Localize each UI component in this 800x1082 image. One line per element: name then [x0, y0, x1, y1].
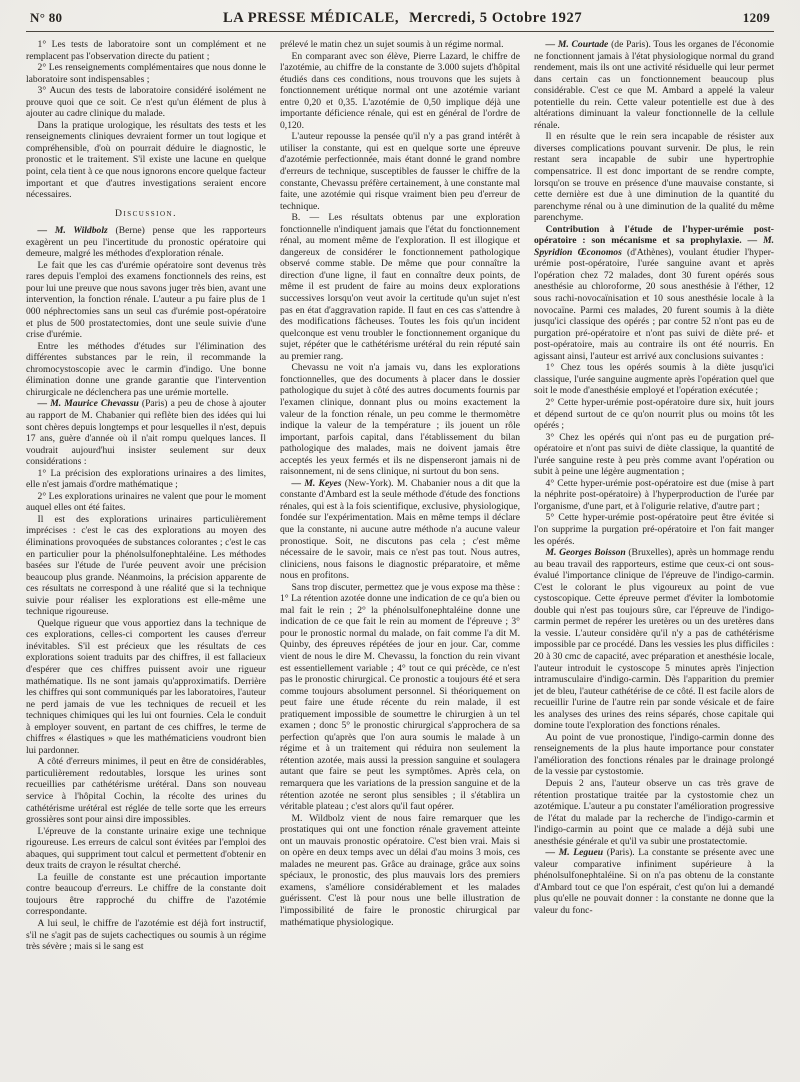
- journal-title-name: LA PRESSE MÉDICALE,: [222, 10, 400, 26]
- speaker-name: M. Spyridion Œconomos: [534, 235, 774, 258]
- paragraph: Depuis 2 ans, l'auteur observe un cas très grave de rétention prostatique traitée par la cystostomie chez un azotémique. L'auteur a pu constater l'amélioration progressive de l'état du malade par la recherche de l'indigo-carmin et l'indigo-carmin au point que ce malade a déjà subi une anesthésie générale et qu'il va subir une prostatectomie.: [534, 778, 774, 847]
- paragraph: 1° Les tests de laboratoire sont un complément et ne remplacent pas l'observation directe du patient ;: [26, 39, 266, 62]
- page-number: 1209: [742, 10, 770, 25]
- paragraph: Au point de vue pronostique, l'indigo-carmin donne des renseignements de la plus haute importance pour constater l'amélioration des fonctions rénales par le drainage prolongé de la vessie par cystostomie.: [534, 731, 774, 778]
- paragraph: Dans la pratique urologique, les résultats des tests et les renseignements cliniques devraient former un tout logique et compréhensible, d'où on pourrait déduire le diagnostic, le pronostic et le traitement. S'il existe une lacune en quelque point, cela tient à ce que nous ignorons encore quelque facteur important et que d'autres investigations seraient encore nécessaires.: [26, 119, 266, 201]
- section-heading: Discussion.: [114, 207, 177, 219]
- paragraph: Il est des explorations urinaires particulièrement imprécises : c'est le cas des explorations au moyen des éliminations provoquées de substances colorantes ; c'est le cas en particulier pour la phénolsulfonephtaléine. Les méthodes basées sur l'étude de l'urée peuvent avoir une précision beaucoup plus grande. Néanmoins, la précision apparente de ces résultats ne correspond à une réalité que si la technique suivie pour réaliser les explorations est elle-même une technique rigoureuse.: [26, 513, 266, 618]
- paragraph: L'auteur repousse la pensée qu'il n'y a pas grand intérêt à utiliser la constante, qui est en quelque sorte une épreuve d'azotémie perfectionnée, mais étant donné le grand nombre d'erreurs de technique, susceptibles de fausser le chiffre de la constante, Chevassu préfère certainement, à une constante mal faite, une azotémie qui risque vraiment bien peu d'erreur de technique.: [280, 131, 520, 212]
- paragraph: 3° Chez les opérés qui n'ont pas eu de purgation pré-opératoire et n'ont pas suivi de diète classique, la quantité de l'urée sanguine reste à peu près comme avant l'opération ou subit à peine une légère augmentation ;: [534, 431, 774, 478]
- paragraph: Contribution à l'étude de l'hyper-urémie post-opératoire : son mécanisme et sa prophylaxie. — M. Spyridion Œconomos (d'Athènes), voulant étudier l'hyper-urémie post-opératoire, l'urée sanguine avant et après l'opération chez 72 malades, dont 30 furent opérés sous anesthésie au chloroforme, 20 sous anesthésie à l'éther, 12 sous rachi-novocaïnisation et 10 sous anesthésie locale à la novocaïne. Parmi ces malades, 20 furent soumis à la diète jusqu'ici classique des opérés ; par contre 52 n'ont pas eu de purgation pré-opératoire et n'ont pas suivi de diète pré- et post-opératoire, mais au contraire ils ont été nourris. En agissant ainsi, l'auteur est arrivé aux conclusions suivantes :: [534, 223, 774, 362]
- bold-lead: Contribution à l'étude de l'hyper-urémie post-opératoire : son mécanisme et sa prophylaxie. —: [534, 223, 774, 247]
- paragraph: La feuille de constante est une précaution importante contre beaucoup d'erreurs. Le chiffre de la constante doit toujours être rapproché du chiffre de l'azotémie correspondante.: [26, 871, 266, 918]
- paragraph: — M. Legueu (Paris). La constante se présente avec une valeur comparative infiniment supérieure à la phénolsulfonephtaléine. Si on n'a pas obtenu de la constante d'Ambard tout ce que l'on espérait, c'est qu'on lui a demandé plus qu'elle ne pouvait donner : la constante ne donne que la valeur du fonc-: [534, 847, 774, 917]
- paragraph: Quelque rigueur que vous apportiez dans la technique de ces explorations, celles-ci comportent les causes d'erreur inévitables. S'il est précieux que les résultats de ces explorations soient traduits par des chiffres, il est fallacieux d'espérer que ces chiffres puissent avoir une rigueur mathématique. Ils ne sont jamais qu'approximatifs. Derrière les chiffres qui sont communiqués par les laboratoires, l'auteur ne perd jamais de vue les techniques de recueil et les techniques chimiques qui les lui ont fournies. Cela le conduit à employer souvent, en partant de ces chiffres, le terme de chiffres « élastiques » que les mathématiciens voudront bien lui pardonner.: [26, 617, 266, 756]
- journal-title: [62, 10, 742, 27]
- speaker-name: M. Georges Boisson: [545, 547, 626, 559]
- journal-date: Mercredi, 5 Octobre 1927: [409, 10, 583, 26]
- text-column-3: [534, 39, 774, 1079]
- text-columns: [26, 32, 774, 1079]
- paragraph: 3° Aucun des tests de laboratoire considéré isolément ne prouve quoi que ce soit. Ce n'est qu'un élément de plus à ajouter au cadre clinique du malade.: [26, 85, 266, 120]
- paragraph: A côté d'erreurs minimes, il peut en être de considérables, particulièrement redoutables, lorsque les urines sont recueillies par cathétérisme urétéral. Dans son nouveau service à l'hôpital Cochin, la récolte des urines du cathétérisme urétéral est réglée de telle sorte que les erreurs grossières sont pour ainsi dire impossibles.: [26, 756, 266, 826]
- paragraph: 2° Les renseignements complémentaires que nous donne le laboratoire sont indispensables ;: [26, 62, 266, 85]
- paragraph: — M. Courtade (de Paris). Tous les organes de l'économie ne fonctionnent jamais à l'état physiologique normal du grand rendement, mais ils ont une activité résiduelle qui leur permet dans certain cas un fonctionnement beaucoup plus considérable. C'est ce que M. Ambard a appelé la valeur potentielle du rein. Cette valeur potentielle est due à des altérations diminuant la valeur fonctionnelle de la cellule rénale.: [534, 39, 774, 131]
- paragraph: prélevé le matin chez un sujet soumis à un régime normal.: [280, 39, 504, 50]
- paragraph: 1° La précision des explorations urinaires a des limites, elle n'est jamais d'ordre mathématique ;: [26, 467, 266, 491]
- paragraph: 2° Cette hyper-urémie post-opératoire dure six, huit jours et dépend surtout de ce qu'on nourrit plus ou moins tôt les opérés ;: [534, 396, 774, 432]
- paragraph: — M. Wildbolz (Berne) pense que les rapporteurs exagèrent un peu l'incertitude du pronostic opératoire qui demeure, malgré les méthodes d'exploration rénale.: [26, 225, 266, 260]
- paragraph: L'épreuve de la constante urinaire exige une technique rigoureuse. Les erreurs de calcul sont évitées par l'emploi des abaques, qui suppriment tout calcul et permettent d'obtenir en deux traits de crayon le résultat cherché.: [26, 825, 266, 872]
- paragraph: 1° Chez tous les opérés soumis à la diète jusqu'ici classique, l'urée sanguine augmente après l'opération quel que soit le mode d'anesthésie employé et l'opération exécutée ;: [534, 362, 774, 397]
- speaker-name: — M. Legueu: [545, 847, 604, 859]
- paragraph: A lui seul, le chiffre de l'azotémie est déjà fort instructif, s'il ne s'agit pas de sujets cachectiques ou soumis à un régime très sévère ; mais si le sang est: [26, 918, 266, 953]
- paragraph: Sans trop discuter, permettez que je vous expose ma thèse : 1° La rétention azotée donne une indication de ce qu'a bien ou mal fait le rein ; 2° la phénolsulfonephtaléine donne une indication de ce que fait le rein au moment de l'épreuve ; 3° pour le pronostic normal du malade, on fait comme l'a dit M. Quinby, des épreuves répétées de jour en jour. Car, comme vient de nous le dire M. Chevassu, la fonction du rein vivant est essentiellement variable ; 4° tout ce qui précède, ce n'est pas le pronostic chirurgical. Ce pronostic a toujours été et sera comme toujours absolument personnel. Si théoriquement on peut faire une étude récente du rein malade, il est pratiquement impossible de soumettre le chirurgien à un tel examen ; donc 5° le pronostic chirurgical s'approchera de sa perfection qu'après que l'on aura soumis le malade à un régime et à un traitement qui réduira non seulement la rétention azotée, mais aussi la pression sanguine et soulagera autant que faire se peut les symptômes. Après cela, on remarquera que les variations de la pression sanguine et de la rétention azotée ne seront plus sensibles ; il s'établira un véritable plateau ; c'est alors qu'il faut opérer.: [280, 581, 520, 813]
- paragraph: 4° Cette hyper-urémie post-opératoire est due (mise à part la néphrite post-opératoire) à l'hyperproduction de l'urée par l'organisme, d'une part, et à l'oligurie relative, d'autre part ;: [534, 477, 774, 512]
- speaker-name: — M. Courtade: [545, 39, 609, 50]
- speaker-name: — M. Maurice Chevassu: [37, 398, 139, 410]
- paragraph: Le fait que les cas d'urémie opératoire sont devenus très rares depuis l'emploi des examens fonctionnels des reins, est pour lui une preuve que nous savons juger très bien, avant une intervention, la fonction rénale. L'auteur a pu faire plus de 1 000 néphrectomies sans un seul cas d'urémie post-opératoire et plus de 500 prostatectomies, dont une seule suivie d'une crise d'urémie.: [26, 259, 266, 341]
- paragraph: 2° Les explorations urinaires ne valent que pour le moment auquel elles ont été faites.: [26, 490, 266, 514]
- paragraph: M. Georges Boisson (Bruxelles), après un hommage rendu au beau travail des rapporteurs, estime que ceux-ci ont sous-évalué l'importance clinique de l'épreuve de l'indigo-carmin. C'est le colorant le plus vigoureux au point de vue cystoscopique. Cette épreuve permet d'éviter la lombotomie double qui n'est pas toujours sûre, car l'épreuve de l'indigo-carmin permet de repérer les uretères ou un des uretères dans la vessie. L'auteur considère qu'il n'y a pas de cathétérisme impossible par ce procédé. Dans les vessies les plus difficiles : 20 à 30 cmc de capacité, avec préparation et anesthésie locale, l'auteur introduit le cystoscope 5 minutes après l'injection intramusculaire d'indigo-carmin. Dès l'apparition du premier jet de bleu, l'auteur cathétérise de ce côté. Il est facile alors de recueillir l'urine de l'autre rein par sonde vésicale et de faire les analyses des urines des reins séparés, chose capitale qui domine toute l'exploration des fonctions rénales.: [534, 547, 774, 732]
- paragraph: Chevassu ne voit n'a jamais vu, dans les explorations fonctionnelles, que des documents à placer dans le dossier pathologique du sujet à côté des autres documents fournis par l'examen clinique, donnant plus ou moins exactement la valeur de la fonction rénale, un peu comme le thermomètre indique la valeur de la température ; ils jouent un rôle important, parfois capital, dans l'établissement du bilan pathologique des malades, mais ne doivent jamais être acceptés les yeux fermés et ils ne dispenseront jamais ni de raisonnement, ni de sens clinique, ni surtout du bon sens.: [280, 362, 520, 478]
- speaker-name: — M. Keyes: [291, 477, 342, 489]
- paragraph: M. Wildbolz vient de nous faire remarquer que les prostatiques qui ont une fonction rénale gravement atteinte ont un mauvais pronostic opératoire. C'est bien vrai. Mais si on opère en deux temps avec un délai d'au moins 3 mois, ces malades ne meurent pas. Grâce au drainage, grâce aux soins spéciaux, le pronostic, des plus mauvais lors des premiers examens, s'améliore considérablement et les malades guérissent. C'est là pour nous une belle illustration de l'impossibilité de faire le pronostic chirurgical par mathématique physiologique.: [280, 812, 520, 928]
- paragraph: 5° Cette hyper-urémie post-opératoire peut être évitée si l'on supprime la purgation pré-opératoire et l'on fait manger les opérés.: [534, 512, 774, 547]
- issue-number: N° 80: [30, 10, 63, 25]
- paragraph: Entre les méthodes d'études sur l'élimination des différentes substances par le rein, il recommande la chromocystoscopie avec le carmin d'indigo. Une bonne élimination donne une grande garantie que l'intervention chirurgicale ne déclenchera pas une urémie mortelle.: [26, 340, 266, 398]
- paragraph: — M. Maurice Chevassu (Paris) a peu de chose à ajouter au rapport de M. Chabanier qui reflète bien des idées qui lui sont chères depuis longtemps et pour lesquelles il n'est, depuis 17 ans, guère d'année où il n'ait rompu quelques lances. Il voudrait aujourd'hui insister seulement sur deux considérations :: [26, 398, 266, 468]
- speaker-name: — M. Wildbolz: [37, 225, 108, 237]
- text-column-1: [26, 39, 266, 1079]
- text-column-2: [280, 39, 520, 1079]
- masthead: [26, 10, 774, 32]
- paragraph: B. — Les résultats obtenus par une exploration fonctionnelle n'indiquent jamais que l'état du fonctionnement rénal, au moment même de l'exploration. Il est illogique et dangereux de considérer le fonctionnement pathologique observé comme stable. De même que pour connaître la direction d'une ligne, il faut en connaître deux points, de même il est prudent de faire au moins deux explorations successives lorsqu'on veut avoir la certitude qu'un sujet n'est pas en état d'aggravation rapide. Il faut en ces cas s'attendre à des modifications fâcheuses. Toutes les fois qu'un incident quelconque est venu troubler le fonctionnement organique du sujet, répéter que le cathétérisme urétéral du rein réputé sain au premier rang.: [280, 212, 520, 362]
- paragraph: — M. Keyes (New-York). M. Chabanier nous a dit que la constante d'Ambard est la seule méthode d'étude des fonctions rénales, qui est à la fois scientifique, exclusive, physiologique, fondée sur l'expérimentation. Mais en même temps il déclare que la constante, ni aucune autre méthode n'a aucune valeur pronostique. Soit, ne discutons pas cela ; c'est même nécessaire de le savoir, mais ce n'est pas tout. Nous autres, cliniciens, nous faisons le diagnostic préparatoire, et même nous en profitons.: [280, 477, 520, 582]
- paragraph: En comparant avec son élève, Pierre Lazard, le chiffre de l'azotémie, au chiffre de la constante de 3.000 sujets d'hôpital étudiés dans ces conditions, nous trouvons que les sujets à fonctionnement urétique normal ont une azotémie variant entre 0,20 et 0,35. L'azotémie de 0,50 implique déjà une importante déficience rénale, qui est en général de l'ordre de 0,120.: [280, 50, 520, 131]
- paragraph: Il en résulte que le rein sera incapable de résister aux diverses complications pouvant survenir. De plus, le rein restant sera incapable de subir une hypertrophie compensatrice. Il est donc important de se rendre compte, lorsqu'on se trouve en présence d'une mauvaise constante, si cette dernière est due à une diminution de la quantité du parenchyme rénal ou à une diminution de la qualité du même parenchyme.: [534, 131, 774, 224]
